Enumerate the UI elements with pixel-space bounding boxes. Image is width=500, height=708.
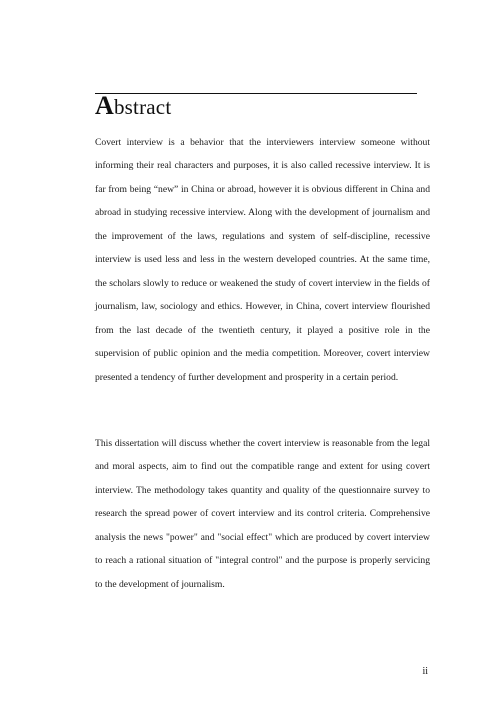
page-title	[95, 91, 171, 122]
title-initial: A	[95, 91, 114, 120]
page-number: ii	[422, 666, 428, 677]
title-rest: bstract	[113, 95, 172, 119]
abstract-paragraph-2: This dissertation will discuss whether the covert interview is reasonable from the legal and moral aspects, aim to find out the compatible range and extent for using covert interview. The methodology takes quantity and quality of the questionnaire survey to research the spread power of covert interview and its control criteria. Comprehensive analysis the news "power" and "social effect" which are produced by covert interview to reach a rational situation of "integral control" and the purpose is properly servicing to the development of journalism.	[95, 438, 430, 590]
abstract-paragraph-1: Covert interview is a behavior that the interviewers interview someone without informing their real characters and purposes, it is also called recessive interview. It is far from being “new” in China or abroad, however it is obvious different in China and abroad in studying recessive interview. Along with the development of journalism and the improvement of the laws, regulations and system of self-discipline, recessive interview is used less and less in the western developed countries. At the same time, the scholars slowly to reduce or weakened the study of covert interview in the fields of journalism, law, sociology and ethics. However, in China, covert interview flourished from the last decade of the twentieth century, it played a positive role in the supervision of public opinion and the media competition. Moreover, covert interview presented a tendency of further development and prosperity in a certain period.	[95, 137, 430, 383]
